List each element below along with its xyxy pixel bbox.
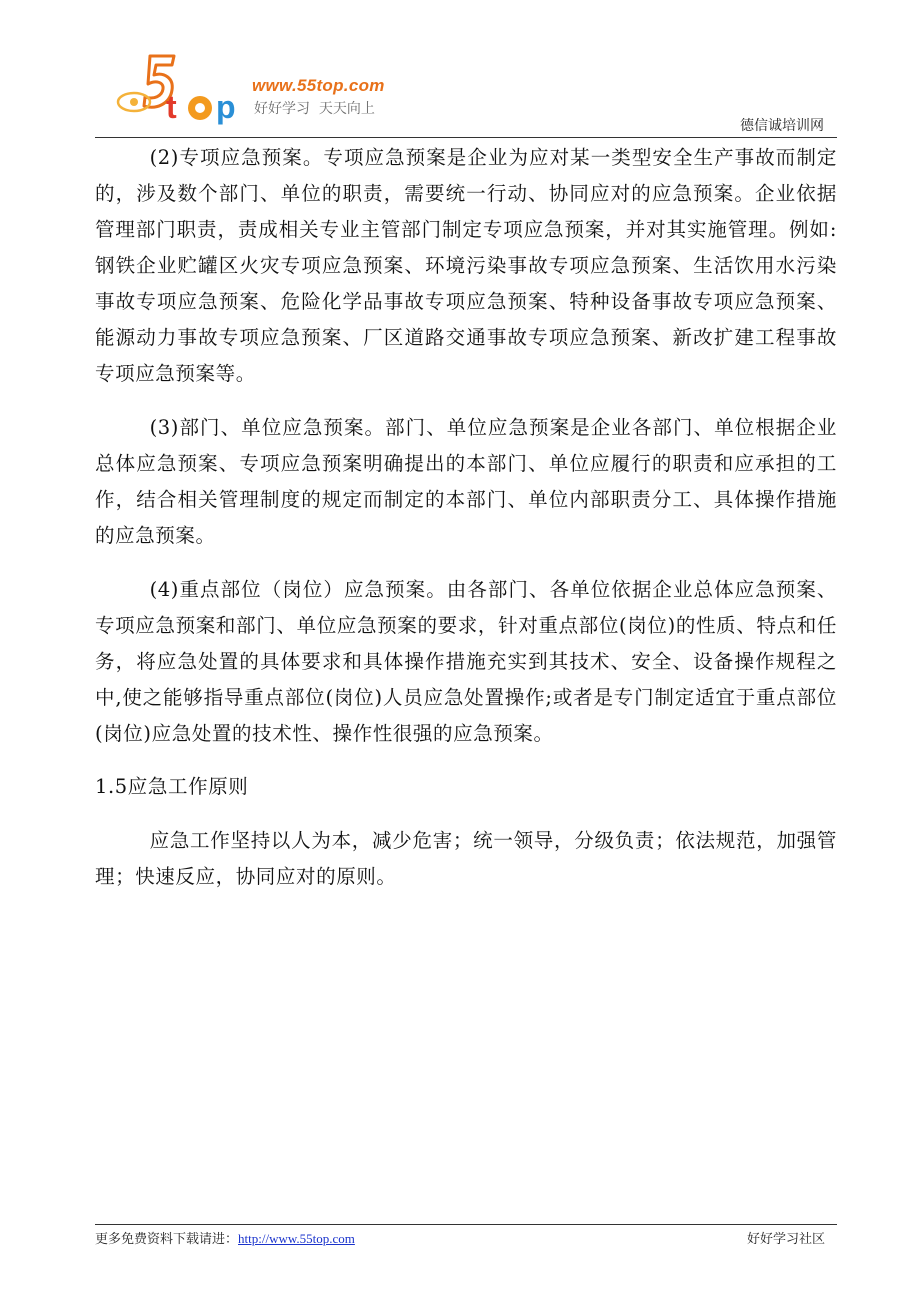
document-body <box>95 140 837 895</box>
header-site-name: 德信诚培训网 <box>740 118 824 134</box>
logo-slogan: 好好学习 天天向上 <box>254 101 375 117</box>
logo-5top-icon <box>112 50 252 130</box>
footer-divider <box>95 1224 837 1225</box>
svg-text:p: p <box>216 89 236 125</box>
paragraph-department-plan: (3)部门、单位应急预案。部门、单位应急预案是企业各部门、单位根据企业总体应急预案、专项应急预案明确提出的本部门、单位应履行的职责和应承担的工作，结合相关管理制度的规定而制定的本部门、单位内部职责分工、具体操作措施的应急预案。 <box>95 416 837 547</box>
svg-text:t: t <box>166 89 177 125</box>
paragraph-principles: 应急工作坚持以人为本，减少危害；统一领导，分级负责；依法规范，加强管理；快速反应，协同应对的原则。 <box>95 829 837 888</box>
footer-community: 好好学习社区 <box>746 1232 825 1247</box>
footer-download-note <box>95 1228 355 1247</box>
footer-link[interactable]: http://www.55top.com <box>238 1231 355 1246</box>
section-heading: 1.5应急工作原则 <box>95 775 249 798</box>
site-logo[interactable] <box>112 50 422 130</box>
logo-url: www.55top.com <box>252 76 385 95</box>
header-divider <box>95 137 837 138</box>
paragraph-key-position-plan: (4)重点部位（岗位）应急预案。由各部门、各单位依据企业总体应急预案、专项应急预案和部门、单位应急预案的要求，针对重点部位(岗位)的性质、特点和任务，将应急处置的具体要求和具体操作措施充实到其技术、安全、设备操作规程之中,使之能够指导重点部位(岗位)人员应急处置操作;或者是专门制定适宜于重点部位(岗位)应急处置的技术性、操作性很强的应急预案。 <box>95 578 837 745</box>
footer-label: 更多免费资料下载请进： <box>95 1232 239 1247</box>
paragraph-special-plan: (2)专项应急预案。专项应急预案是企业为应对某一类型安全生产事故而制定的，涉及数个部门、单位的职责，需要统一行动、协同应对的应急预案。企业依据管理部门职责，责成相关专业主管部门制定专项应急预案，并对其实施管理。例如:钢铁企业贮罐区火灾专项应急预案、环境污染事故专项应急预案、生活饮用水污染事故专项应急预案、危险化学品事故专项应急预案、特种设备事故专项应急预案、能源动力事故专项应急预案、厂区道路交通事故专项应急预案、新改扩建工程事故专项应急预案等。 <box>95 146 837 385</box>
